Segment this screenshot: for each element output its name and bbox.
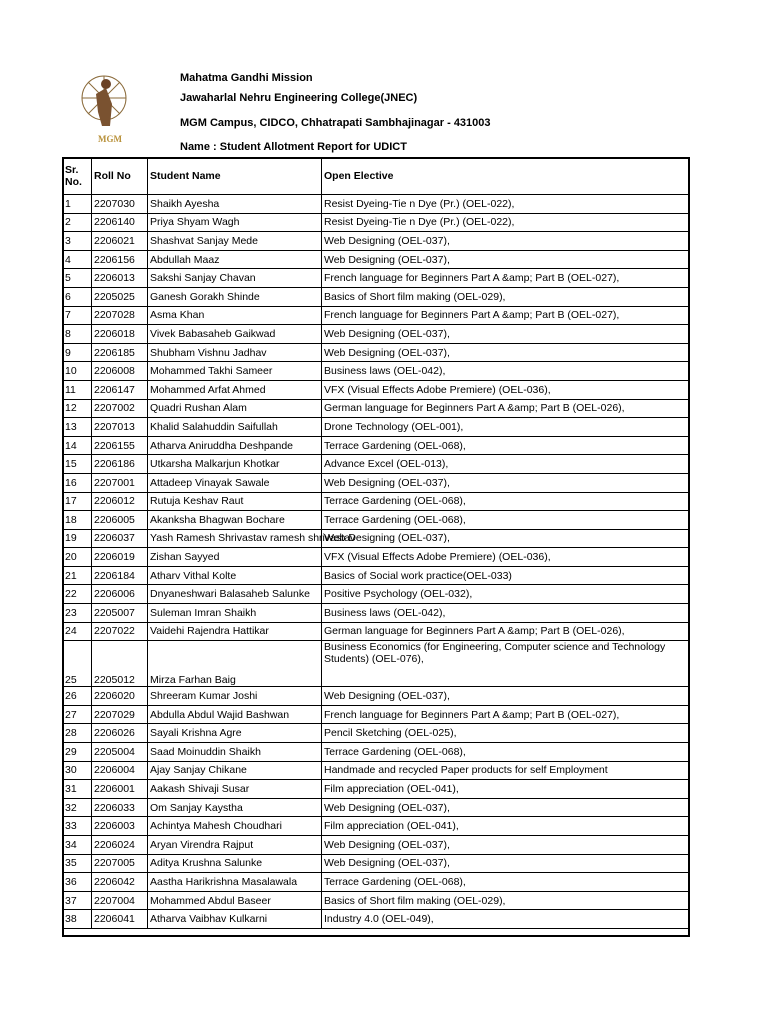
table-row <box>63 836 689 855</box>
roll-no-cell: 2206003 <box>92 817 148 836</box>
open-elective-cell: VFX (Visual Effects Adobe Premiere) (OEL-036), <box>322 548 689 567</box>
student-name-cell: Dnyaneshwari Balasaheb Salunke <box>148 585 322 604</box>
roll-no-cell: 2205004 <box>92 743 148 762</box>
student-name-cell: Sakshi Sanjay Chavan <box>148 269 322 288</box>
student-name-cell: Vaidehi Rajendra Hattikar <box>148 622 322 641</box>
header-open-elective: Open Elective <box>322 158 689 195</box>
sr-cell: 3 <box>63 232 92 251</box>
student-name-cell: Asma Khan <box>148 306 322 325</box>
table-row <box>63 705 689 724</box>
report-title: Name : Student Allotment Report for UDICT <box>180 141 407 153</box>
roll-no-cell: 2206042 <box>92 873 148 892</box>
roll-no-cell: 2206147 <box>92 380 148 399</box>
student-name-cell: Suleman Imran Shaikh <box>148 604 322 623</box>
student-name-cell: Rutuja Keshav Raut <box>148 492 322 511</box>
table-row <box>63 910 689 929</box>
roll-no-cell: 2206184 <box>92 566 148 585</box>
sr-cell: 8 <box>63 325 92 344</box>
student-name-cell: Shashvat Sanjay Mede <box>148 232 322 251</box>
table-row <box>63 195 689 214</box>
student-name-cell: Zishan Sayyed <box>148 548 322 567</box>
open-elective-cell: Terrace Gardening (OEL-068), <box>322 873 689 892</box>
open-elective-cell: Industry 4.0 (OEL-049), <box>322 910 689 929</box>
student-name-cell: Achintya Mahesh Choudhari <box>148 817 322 836</box>
roll-no-cell: 2207001 <box>92 473 148 492</box>
roll-no-cell: 2206021 <box>92 232 148 251</box>
sr-cell: 9 <box>63 343 92 362</box>
roll-no-cell: 2207030 <box>92 195 148 214</box>
sr-cell: 16 <box>63 473 92 492</box>
student-name-cell: Atharva Vaibhav Kulkarni <box>148 910 322 929</box>
open-elective-cell: Film appreciation (OEL-041), <box>322 780 689 799</box>
roll-no-cell: 2207013 <box>92 418 148 437</box>
table-row <box>63 380 689 399</box>
roll-no-cell: 2206033 <box>92 798 148 817</box>
open-elective-cell: Web Designing (OEL-037), <box>322 232 689 251</box>
student-name-cell: Shaikh Ayesha <box>148 195 322 214</box>
roll-no-cell: 2206004 <box>92 761 148 780</box>
roll-no-cell: 2206013 <box>92 269 148 288</box>
table-row <box>63 529 689 548</box>
table-row <box>63 641 689 687</box>
table-row <box>63 399 689 418</box>
student-name-cell: Aastha Harikrishna Masalawala <box>148 873 322 892</box>
header-roll-no: Roll No <box>92 158 148 195</box>
sr-cell: 19 <box>63 529 92 548</box>
student-name-cell: Utkarsha Malkarjun Khotkar <box>148 455 322 474</box>
roll-no-cell: 2206012 <box>92 492 148 511</box>
sr-cell: 14 <box>63 436 92 455</box>
table-row <box>63 455 689 474</box>
student-name-cell: Atharv Vithal Kolte <box>148 566 322 585</box>
sr-cell: 13 <box>63 418 92 437</box>
roll-no-cell: 2206006 <box>92 585 148 604</box>
table-row <box>63 492 689 511</box>
student-name-cell: Abdullah Maaz <box>148 250 322 269</box>
header-sr-no: Sr. No. <box>63 158 92 195</box>
table-row <box>63 548 689 567</box>
student-name-cell: Aryan Virendra Rajput <box>148 836 322 855</box>
table-row <box>63 232 689 251</box>
table-row <box>63 761 689 780</box>
student-name-cell: Akanksha Bhagwan Bochare <box>148 511 322 530</box>
table-row <box>63 325 689 344</box>
student-name-cell: Mohammed Arfat Ahmed <box>148 380 322 399</box>
roll-no-cell: 2206140 <box>92 213 148 232</box>
roll-no-cell: 2206001 <box>92 780 148 799</box>
roll-no-cell: 2206185 <box>92 343 148 362</box>
open-elective-cell: German language for Beginners Part A &amp; Part B (OEL-026), <box>322 399 689 418</box>
sr-cell: 36 <box>63 873 92 892</box>
roll-no-cell: 2207004 <box>92 891 148 910</box>
table-row <box>63 269 689 288</box>
student-name-cell: Atharva Aniruddha Deshpande <box>148 436 322 455</box>
sr-cell: 2 <box>63 213 92 232</box>
student-name-cell: Khalid Salahuddin Saifullah <box>148 418 322 437</box>
table-row <box>63 250 689 269</box>
student-name-cell: Mohammed Takhi Sameer <box>148 362 322 381</box>
open-elective-cell: Resist Dyeing-Tie n Dye (Pr.) (OEL-022), <box>322 195 689 214</box>
sr-cell: 24 <box>63 622 92 641</box>
table-row <box>63 687 689 706</box>
student-name-cell: Aditya Krushna Salunke <box>148 854 322 873</box>
sr-cell: 11 <box>63 380 92 399</box>
open-elective-cell: Web Designing (OEL-037), <box>322 854 689 873</box>
table-row <box>63 287 689 306</box>
sr-cell: 21 <box>63 566 92 585</box>
allotment-table <box>62 157 689 929</box>
roll-no-cell: 2207028 <box>92 306 148 325</box>
open-elective-cell: Film appreciation (OEL-041), <box>322 817 689 836</box>
open-elective-cell: Web Designing (OEL-037), <box>322 325 689 344</box>
sr-cell: 12 <box>63 399 92 418</box>
open-elective-cell: Resist Dyeing-Tie n Dye (Pr.) (OEL-022), <box>322 213 689 232</box>
table-row <box>63 362 689 381</box>
open-elective-cell: Terrace Gardening (OEL-068), <box>322 511 689 530</box>
student-name-cell: Mohammed Abdul Baseer <box>148 891 322 910</box>
open-elective-cell: Web Designing (OEL-037), <box>322 529 689 548</box>
open-elective-cell: Terrace Gardening (OEL-068), <box>322 436 689 455</box>
open-elective-cell: Web Designing (OEL-037), <box>322 473 689 492</box>
sr-cell: 25 <box>63 641 92 687</box>
open-elective-cell: Handmade and recycled Paper products for self Employment <box>322 761 689 780</box>
sr-cell: 28 <box>63 724 92 743</box>
college-logo <box>66 64 156 150</box>
sr-cell: 31 <box>63 780 92 799</box>
table-row <box>63 798 689 817</box>
table-row <box>63 743 689 762</box>
sr-cell: 23 <box>63 604 92 623</box>
sr-cell: 18 <box>63 511 92 530</box>
open-elective-cell: Drone Technology (OEL-001), <box>322 418 689 437</box>
table-row <box>63 213 689 232</box>
college-name: Jawaharlal Nehru Engineering College(JNEC) <box>180 92 418 104</box>
open-elective-cell: Business laws (OEL-042), <box>322 362 689 381</box>
open-elective-cell: Business Economics (for Engineering, Computer science and Technology Students) (OEL-076), <box>322 641 689 687</box>
roll-no-cell: 2206186 <box>92 455 148 474</box>
roll-no-cell: 2206155 <box>92 436 148 455</box>
roll-no-cell: 2206020 <box>92 687 148 706</box>
sr-cell: 38 <box>63 910 92 929</box>
open-elective-cell: Terrace Gardening (OEL-068), <box>322 492 689 511</box>
student-name-cell: Ajay Sanjay Chikane <box>148 761 322 780</box>
open-elective-cell: Web Designing (OEL-037), <box>322 343 689 362</box>
sr-cell: 4 <box>63 250 92 269</box>
sr-cell: 10 <box>63 362 92 381</box>
student-name-cell: Shreeram Kumar Joshi <box>148 687 322 706</box>
roll-no-cell: 2207005 <box>92 854 148 873</box>
sr-cell: 7 <box>63 306 92 325</box>
roll-no-cell: 2205012 <box>92 641 148 687</box>
open-elective-cell: Business laws (OEL-042), <box>322 604 689 623</box>
open-elective-cell: Advance Excel (OEL-013), <box>322 455 689 474</box>
roll-no-cell: 2206018 <box>92 325 148 344</box>
sr-cell: 27 <box>63 705 92 724</box>
sr-cell: 1 <box>63 195 92 214</box>
roll-no-cell: 2206008 <box>92 362 148 381</box>
open-elective-cell: Basics of Short film making (OEL-029), <box>322 891 689 910</box>
open-elective-cell: Web Designing (OEL-037), <box>322 687 689 706</box>
student-name-cell: Saad Moinuddin Shaikh <box>148 743 322 762</box>
student-name-cell: Abdulla Abdul Wajid Bashwan <box>148 705 322 724</box>
open-elective-cell: Web Designing (OEL-037), <box>322 250 689 269</box>
student-name-cell: Vivek Babasaheb Gaikwad <box>148 325 322 344</box>
open-elective-cell: French language for Beginners Part A &amp; Part B (OEL-027), <box>322 269 689 288</box>
student-name-cell: Sayali Krishna Agre <box>148 724 322 743</box>
roll-no-cell: 2206026 <box>92 724 148 743</box>
student-name-cell: Shubham Vishnu Jadhav <box>148 343 322 362</box>
open-elective-cell: Terrace Gardening (OEL-068), <box>322 743 689 762</box>
header-student-name: Student Name <box>148 158 322 195</box>
table-row <box>63 436 689 455</box>
table-row <box>63 724 689 743</box>
table-row <box>63 343 689 362</box>
sr-cell: 30 <box>63 761 92 780</box>
roll-no-cell: 2206041 <box>92 910 148 929</box>
open-elective-cell: Web Designing (OEL-037), <box>322 836 689 855</box>
sr-cell: 32 <box>63 798 92 817</box>
student-name-cell: Aakash Shivaji Susar <box>148 780 322 799</box>
logo-text: MGM <box>98 134 122 144</box>
table-row <box>63 817 689 836</box>
institution-name: Mahatma Gandhi Mission <box>180 72 313 84</box>
student-name-cell: Attadeep Vinayak Sawale <box>148 473 322 492</box>
table-row <box>63 873 689 892</box>
student-name-cell: Yash Ramesh Shrivastav ramesh shrivastav <box>148 529 322 548</box>
open-elective-cell: Web Designing (OEL-037), <box>322 798 689 817</box>
sr-cell: 33 <box>63 817 92 836</box>
sr-cell: 22 <box>63 585 92 604</box>
open-elective-cell: French language for Beginners Part A &amp; Part B (OEL-027), <box>322 705 689 724</box>
sr-cell: 5 <box>63 269 92 288</box>
table-row <box>63 585 689 604</box>
table-row <box>63 780 689 799</box>
open-elective-cell: Basics of Short film making (OEL-029), <box>322 287 689 306</box>
student-name-cell: Mirza Farhan Baig <box>148 641 322 687</box>
sr-cell: 37 <box>63 891 92 910</box>
sr-cell: 26 <box>63 687 92 706</box>
table-row <box>63 511 689 530</box>
student-name-cell: Priya Shyam Wagh <box>148 213 322 232</box>
roll-no-cell: 2206019 <box>92 548 148 567</box>
table-row <box>63 854 689 873</box>
sr-cell: 35 <box>63 854 92 873</box>
roll-no-cell: 2207002 <box>92 399 148 418</box>
open-elective-cell: French language for Beginners Part A &amp; Part B (OEL-027), <box>322 306 689 325</box>
table-row <box>63 891 689 910</box>
sr-cell: 20 <box>63 548 92 567</box>
table-row <box>63 622 689 641</box>
table-header-row <box>63 158 689 195</box>
open-elective-cell: German language for Beginners Part A &amp; Part B (OEL-026), <box>322 622 689 641</box>
sr-cell: 29 <box>63 743 92 762</box>
sr-cell: 15 <box>63 455 92 474</box>
table-row <box>63 473 689 492</box>
roll-no-cell: 2207022 <box>92 622 148 641</box>
table-row <box>63 566 689 585</box>
open-elective-cell: Pencil Sketching (OEL-025), <box>322 724 689 743</box>
roll-no-cell: 2206037 <box>92 529 148 548</box>
student-name-cell: Quadri Rushan Alam <box>148 399 322 418</box>
open-elective-cell: VFX (Visual Effects Adobe Premiere) (OEL-036), <box>322 380 689 399</box>
open-elective-cell: Basics of Social work practice(OEL-033) <box>322 566 689 585</box>
roll-no-cell: 2207029 <box>92 705 148 724</box>
campus-address: MGM Campus, CIDCO, Chhatrapati Sambhajinagar - 431003 <box>180 117 491 129</box>
sr-cell: 34 <box>63 836 92 855</box>
student-name-cell: Om Sanjay Kaystha <box>148 798 322 817</box>
sr-cell: 17 <box>63 492 92 511</box>
table-row <box>63 418 689 437</box>
roll-no-cell: 2206024 <box>92 836 148 855</box>
roll-no-cell: 2205025 <box>92 287 148 306</box>
student-name-cell: Ganesh Gorakh Shinde <box>148 287 322 306</box>
roll-no-cell: 2206005 <box>92 511 148 530</box>
table-row <box>63 306 689 325</box>
roll-no-cell: 2205007 <box>92 604 148 623</box>
roll-no-cell: 2206156 <box>92 250 148 269</box>
sr-cell: 6 <box>63 287 92 306</box>
table-row <box>63 604 689 623</box>
open-elective-cell: Positive Psychology (OEL-032), <box>322 585 689 604</box>
